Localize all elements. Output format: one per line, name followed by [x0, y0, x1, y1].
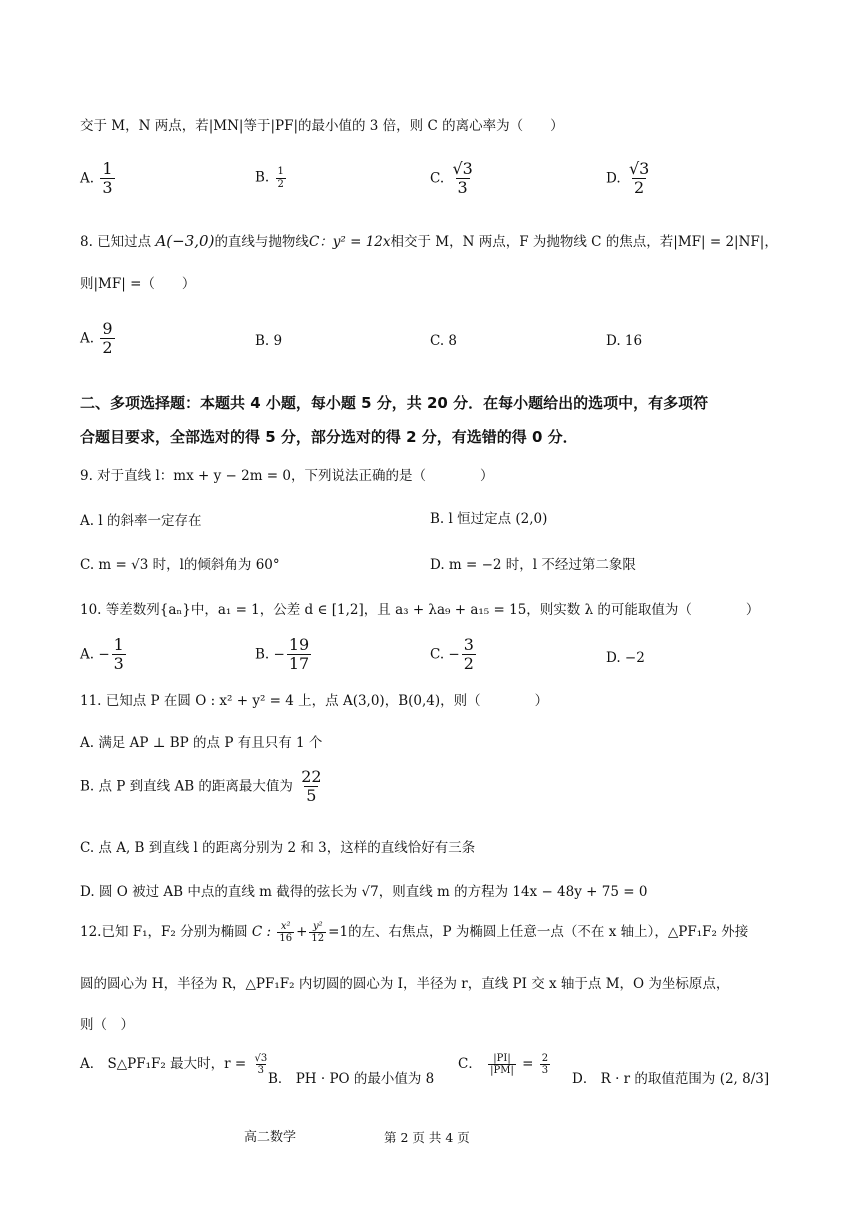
q8-stem-line1: 8. 已知过点 A(−3,0)的直线与抛物线C：y² = 12x相交于 M，N 两点，F 为抛物线 C 的焦点，若|MF| = 2|NF|，: [80, 232, 778, 250]
q11-option-d: D. 圆 O 被过 AB 中点的直线 m 截得的弦长为 √7，则直线 m 的方程为 14x − 48y + 75 = 0: [80, 884, 648, 900]
q10-option-a: A. − $\frac{1}{3}$: [80, 635, 124, 674]
section-2-heading-line1: 二、多项选择题：本题共 4 小题，每小题 5 分，共 20 分．在每小题给出的选项中，有多项符: [80, 394, 709, 412]
q9-option-d: D. m = −2 时，l 不经过第二象限: [430, 557, 636, 573]
footer-page-number: 第 2 页 共 4 页: [384, 1130, 470, 1145]
q7-option-a: A. $\frac{1}{3}$: [80, 159, 113, 198]
q11-option-b: B. 点 P 到直线 AB 的距离最大值为 $\frac{22}{5}$: [80, 767, 322, 806]
q12-stem-line3: 则（ ）: [80, 1017, 134, 1033]
q8-stem-line2: 则|MF| =（ ）: [80, 276, 196, 292]
q12-option-b: B． PH · PO 的最小值为 8: [268, 1071, 435, 1087]
q12-option-c: C． $\frac{|PI|}{|PM|}$ = $\frac{2}{3}$: [458, 1052, 549, 1076]
q11-stem: 11. 已知点 P 在圆 O : x² + y² = 4 上，点 A(3,0)，B(0,4)，则（ ）: [80, 693, 549, 709]
q9-option-a: A. l 的斜率一定存在: [80, 513, 202, 529]
q8-option-d: D. 16: [606, 333, 643, 349]
q7-option-b: B. $\frac{1}{2}$: [255, 166, 284, 190]
q8-option-c: C. 8: [430, 333, 458, 349]
q9-stem: 9. 对于直线 l：mx + y − 2m = 0，下列说法正确的是（ ）: [80, 468, 494, 484]
q9-option-b: B. l 恒过定点 (2,0): [430, 511, 548, 527]
q10-option-c: C. − $\frac{3}{2}$: [430, 635, 474, 674]
q10-option-d: D. −2: [606, 650, 645, 666]
q7-option-c: C. $\frac{√3}{3}$: [430, 159, 473, 198]
q7-option-d: D. $\frac{√3}{2}$: [606, 159, 650, 198]
q10-stem: 10. 等差数列{aₙ}中，a₁ = 1，公差 d ∈ [1,2]，且 a₃ + λa₉ + a₁₅ = 15，则实数 λ 的可能取值为（ ）: [80, 602, 760, 618]
q11-option-c: C. 点 A, B 到直线 l 的距离分别为 2 和 3，这样的直线恰好有三条: [80, 840, 476, 856]
q10-option-b: B. − $\frac{19}{17}$: [255, 635, 310, 674]
q11-option-a: A. 满足 AP ⊥ BP 的点 P 有且只有 1 个: [80, 735, 323, 751]
q8-option-b: B. 9: [255, 333, 283, 349]
footer-subject: 高二数学: [244, 1130, 297, 1145]
q12-option-d: D． R · r 的取值范围为 (2, 8/3]: [572, 1071, 770, 1087]
q12-stem-line1: 12.已知 F₁，F₂ 分别为椭圆 C : $\frac{\text{x²}}{16}$ + $\frac{\text{y²}}{12}$ =1的左、右焦点，P 为椭圆上任意一点（不在 x 轴上），△PF₁F₂ 外接: [80, 920, 749, 944]
q9-option-c: C. m = √3 时，l的倾斜角为 60°: [80, 557, 280, 573]
section-2-heading-line2: 合题目要求，全部选对的得 5 分，部分选对的得 2 分，有选错的得 0 分．: [80, 428, 578, 446]
q8-option-a: A. $\frac{9}{2}$: [80, 319, 113, 358]
q7-stem-tail: 交于 M，N 两点，若|MN|等于|PF|的最小值的 3 倍，则 C 的离心率为（ ）: [80, 118, 564, 134]
q12-option-a: A． S△PF₁F₂ 最大时，r = $\frac{√3}{3}$: [80, 1052, 268, 1076]
q12-stem-line2: 圆的圆心为 H，半径为 R，△PF₁F₂ 内切圆的圆心为 I，半径为 r，直线 PI 交 x 轴于点 M，O 为坐标原点，: [80, 976, 730, 992]
